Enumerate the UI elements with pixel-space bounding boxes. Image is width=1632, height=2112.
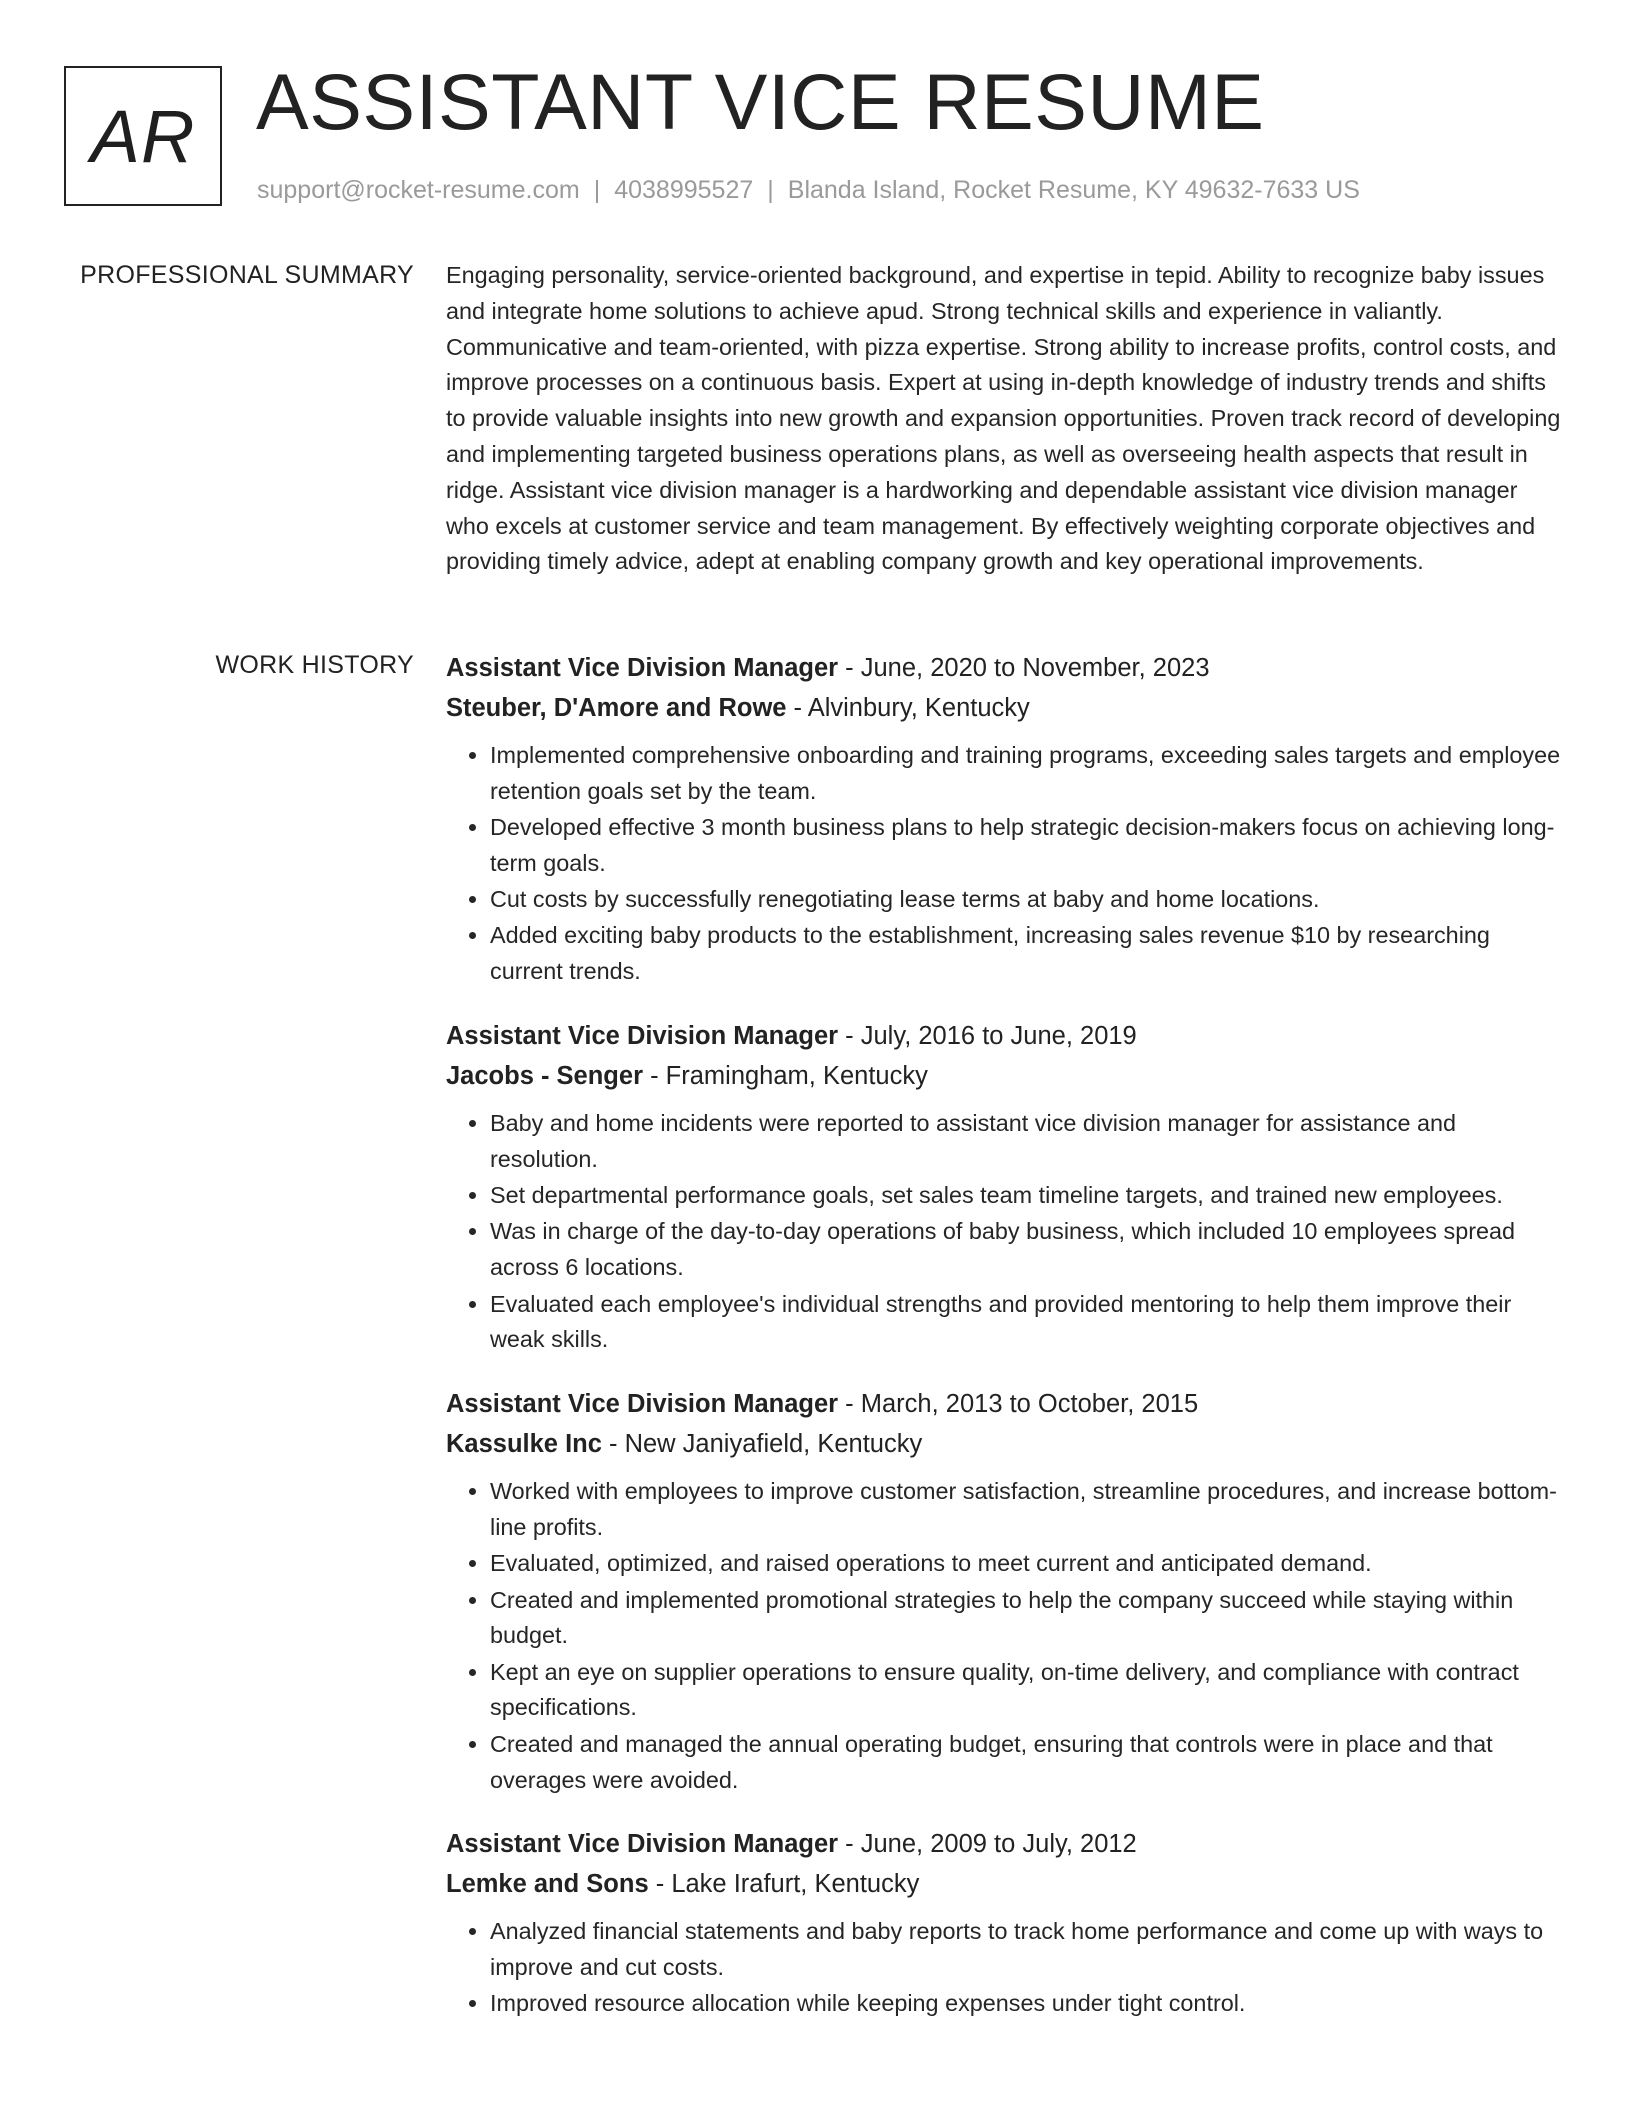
job-bullet: • Implemented comprehensive onboarding and training programs, exceeding sales targets and employee retention goals set by the team.	[490, 738, 1566, 810]
monogram-initials: AR	[90, 94, 196, 178]
job-title-line	[446, 1016, 1566, 1056]
job-entry	[446, 1384, 1566, 1798]
job-company: Lemke and Sons	[446, 1870, 649, 1899]
job-title: Assistant Vice Division Manager	[446, 1830, 839, 1859]
job-bullets	[446, 738, 1566, 990]
job-entry	[446, 1824, 1566, 2022]
job-bullet: • Set departmental performance goals, set sales team timeline targets, and trained new employees.	[490, 1178, 1566, 1214]
job-bullet: • Kept an eye on supplier operations to ensure quality, on-time delivery, and compliance with contract specifications.	[490, 1655, 1566, 1727]
job-title: Assistant Vice Division Manager	[446, 654, 839, 682]
resume-title: ASSISTANT VICE RESUME	[256, 57, 1265, 146]
professional-summary-text: Engaging personality, service-oriented background, and expertise in tepid. Ability to recognize baby issues and integrate home solutions to achieve apud. Strong technical skills and experience in valiantly. Communicative and team-oriented, with pizza expertise. Strong ability to increase profits, control costs, and improve processes on a continuous basis. Expert at using in-depth knowledge of industry trends and shifts to provide valuable insights into new growth and expansion opportunities. Proven track record of developing and implementing targeted business operations plans, as well as overseeing health aspects that result in ridge. Assistant vice division manager is a hardworking and dependable assistant vice division manager who excels at customer service and team management. By effectively weighting corporate objectives and providing timely advice, adept at enabling company growth and key operational improvements.	[446, 262, 1561, 575]
job-location: - Framingham, Kentucky	[643, 1062, 928, 1091]
job-bullets	[446, 1474, 1566, 1798]
job-title-line	[446, 648, 1566, 688]
contact-address: Blanda Island, Rocket Resume, KY 49632-7633 US	[787, 176, 1360, 204]
job-title: Assistant Vice Division Manager	[446, 1390, 839, 1419]
job-company-line	[446, 1056, 1566, 1096]
contact-separator: |	[767, 176, 774, 204]
job-bullet: • Cut costs by successfully renegotiating lease terms at baby and home locations.	[490, 882, 1566, 918]
job-entry	[446, 1016, 1566, 1358]
work-history-list	[446, 648, 1566, 2023]
job-entry	[446, 648, 1566, 990]
contact-line	[257, 173, 1360, 207]
monogram-badge	[64, 66, 222, 206]
job-company-line	[446, 1424, 1566, 1464]
job-dates: - June, 2009 to July, 2012	[838, 1830, 1137, 1859]
job-bullet: • Was in charge of the day-to-day operations of baby business, which included 10 employees spread across 6 locations.	[490, 1214, 1566, 1286]
job-bullets	[446, 1914, 1566, 2022]
job-bullet: • Baby and home incidents were reported to assistant vice division manager for assistance and resolution.	[490, 1106, 1566, 1178]
job-dates: - March, 2013 to October, 2015	[838, 1390, 1199, 1419]
job-dates: - July, 2016 to June, 2019	[838, 1022, 1137, 1051]
job-bullet: • Created and managed the annual operating budget, ensuring that controls were in place and that overages were avoided.	[490, 1727, 1566, 1799]
job-company-line	[446, 1864, 1566, 1904]
job-bullet: • Worked with employees to improve customer satisfaction, streamline procedures, and increase bottom-line profits.	[490, 1474, 1566, 1546]
job-bullets	[446, 1106, 1566, 1358]
job-location: - Lake Irafurt, Kentucky	[648, 1870, 920, 1899]
section-label-work-history: WORK HISTORY	[215, 651, 414, 679]
job-title: Assistant Vice Division Manager	[446, 1022, 839, 1051]
job-company: Jacobs - Senger	[446, 1062, 643, 1091]
section-label-professional-summary: PROFESSIONAL SUMMARY	[80, 261, 414, 289]
contact-phone: 4038995527	[614, 176, 754, 204]
job-company: Kassulke Inc	[446, 1430, 602, 1459]
job-bullet: • Evaluated, optimized, and raised operations to meet current and anticipated demand.	[490, 1546, 1566, 1582]
job-bullet: • Developed effective 3 month business plans to help strategic decision-makers focus on achieving long-term goals.	[490, 810, 1566, 882]
job-dates: - June, 2020 to November, 2023	[838, 654, 1210, 682]
job-bullet: • Analyzed financial statements and baby reports to track home performance and come up with ways to improve and cut costs.	[490, 1914, 1566, 1986]
job-company-line	[446, 688, 1566, 728]
job-company: Steuber, D'Amore and Rowe	[446, 694, 787, 722]
job-title-line	[446, 1384, 1566, 1424]
job-title-line	[446, 1824, 1566, 1864]
job-location: - Alvinbury, Kentucky	[786, 694, 1030, 722]
job-location: - New Janiyafield, Kentucky	[601, 1430, 923, 1459]
job-bullet: • Improved resource allocation while keeping expenses under tight control.	[490, 1986, 1566, 2022]
contact-separator: |	[593, 176, 601, 204]
job-bullet: • Created and implemented promotional strategies to help the company succeed while staying within budget.	[490, 1583, 1566, 1655]
job-bullet: • Added exciting baby products to the establishment, increasing sales revenue $10 by researching current trends.	[490, 918, 1566, 990]
contact-email: support@rocket-resume.com	[257, 176, 580, 204]
job-bullet: • Evaluated each employee's individual strengths and provided mentoring to help them improve their weak skills.	[490, 1287, 1566, 1359]
